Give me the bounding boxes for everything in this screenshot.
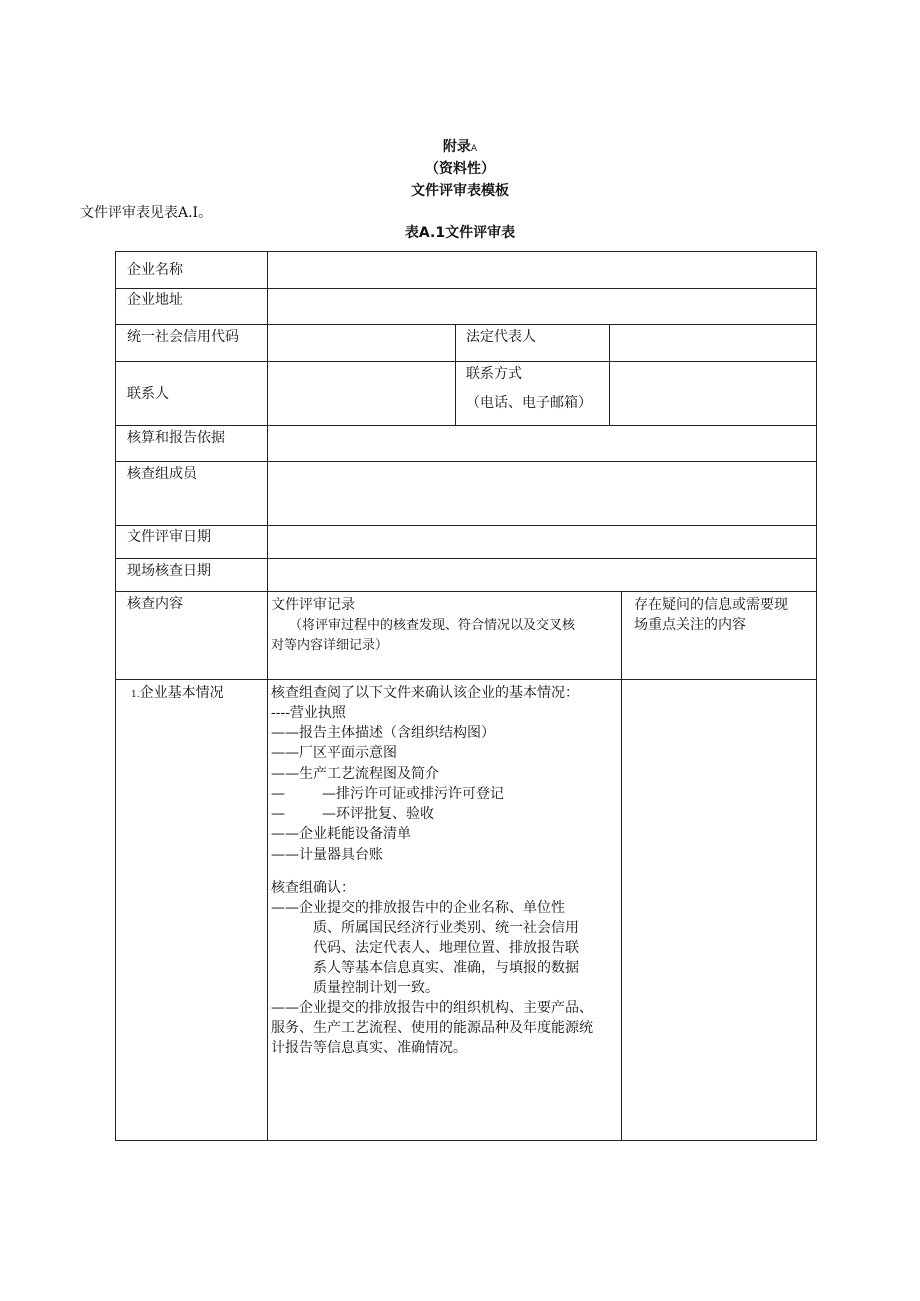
label-contact-method-note: （电话、电子邮箱） [466, 395, 592, 411]
row-divider [115, 288, 816, 289]
label-contact-method: 联系方式 [466, 366, 522, 382]
row-divider [115, 591, 816, 592]
col-divider [621, 591, 622, 1140]
record-line: 核查组确认： [271, 880, 355, 896]
label-company-address: 企业地址 [127, 292, 183, 308]
record-note-1: （将评审过程中的核查发现、符合情况以及交叉核 [289, 618, 576, 633]
row-divider [115, 361, 816, 362]
row-divider [115, 425, 816, 426]
record-line: 系人等基本信息真实、准确，与填报的数据 [313, 960, 579, 976]
row-divider [115, 525, 816, 526]
record-line: —排污许可证或排污许可登记 [322, 786, 504, 802]
record-line: 计报告等信息真实、准确情况。 [271, 1040, 467, 1056]
table-caption: 表A.1文件评审表 [404, 225, 516, 241]
record-line: ——报告主体描述（含组织结构图） [271, 725, 495, 741]
appendix-heading: 附录A [442, 139, 478, 155]
intro-text: 文件评审表见表A.I。 [80, 205, 213, 221]
label-company-name: 企业名称 [127, 262, 183, 278]
appendix-nature: （资料性） [425, 161, 495, 177]
row-divider [115, 461, 816, 462]
record-line: —环评批复、验收 [322, 806, 434, 822]
record-note-2: 对等内容详细记录） [271, 638, 389, 653]
section-1-title: 企业基本情况 [139, 685, 224, 701]
record-line: — [271, 806, 285, 822]
label-site-date: 现场核查日期 [127, 563, 211, 579]
record-title: 文件评审记录 [271, 597, 355, 613]
row-divider [115, 679, 816, 680]
record-line: 服务、生产工艺流程、使用的能源品种及年度能源统 [271, 1020, 593, 1036]
record-line: ——厂区平面示意图 [271, 745, 397, 761]
label-basis: 核算和报告依据 [127, 430, 225, 446]
row-divider [115, 324, 816, 325]
label-review-date: 文件评审日期 [127, 529, 211, 545]
row-divider [115, 558, 816, 559]
col-divider [455, 324, 456, 425]
col-divider [609, 324, 610, 425]
record-line: ——企业提交的排放报告中的组织机构、主要产品、 [271, 1000, 593, 1016]
label-credit-code: 统一社会信用代码 [127, 329, 239, 345]
record-line: ——生产工艺流程图及简介 [271, 766, 439, 782]
record-line: ——企业耗能设备清单 [271, 826, 411, 842]
record-line: ----营业执照 [271, 705, 346, 721]
record-line: — [271, 786, 285, 802]
record-line: ——企业提交的排放报告中的企业名称、单位性 [271, 900, 565, 916]
record-line: 质、所属国民经济行业类别、统一社会信用 [313, 920, 579, 936]
section-1-number: 1. [131, 690, 140, 700]
col-divider [267, 251, 268, 1140]
appendix-letter: A [470, 144, 478, 154]
label-check-content: 核查内容 [127, 596, 183, 612]
appendix-title: 文件评审表模板 [411, 183, 509, 199]
label-contact-person: 联系人 [127, 386, 169, 402]
section-1-label [131, 683, 224, 705]
doubt-header-1: 存在疑问的信息或需要现 [634, 597, 788, 613]
record-line: 核查组查阅了以下文件来确认该企业的基本情况： [271, 685, 579, 701]
record-line: ——计量器具台账 [271, 847, 383, 863]
label-team-members: 核查组成员 [127, 466, 197, 482]
record-line: 代码、法定代表人、地理位置、排放报告联 [313, 940, 579, 956]
doubt-header-2: 场重点关注的内容 [634, 617, 746, 633]
label-legal-rep: 法定代表人 [466, 329, 536, 345]
record-line: 质量控制计划一致。 [313, 980, 439, 996]
